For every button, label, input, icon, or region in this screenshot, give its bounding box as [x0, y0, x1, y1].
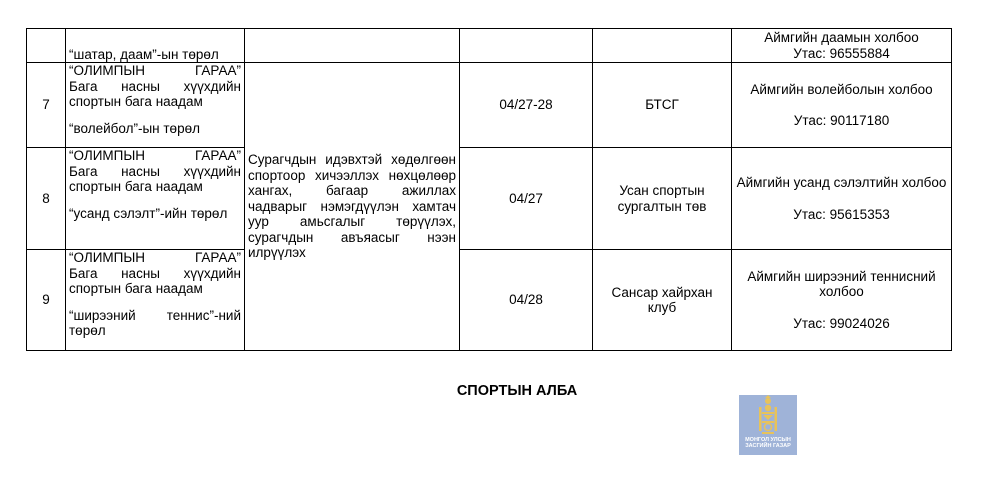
table-row	[27, 148, 952, 250]
soyombo-emblem-icon	[739, 395, 797, 437]
schedule-table	[26, 28, 952, 351]
event-cell	[66, 63, 245, 148]
organizer-phone: Утас: 90117180	[793, 113, 890, 128]
event-cell	[66, 250, 245, 351]
row-number: 7	[27, 63, 66, 148]
event-type: “ширээний теннис”-ний төрөл	[69, 307, 241, 338]
row-number: 8	[27, 148, 66, 250]
row-number: 9	[27, 250, 66, 351]
organizer-name: Аймгийн усанд сэлэлтийн холбоо	[736, 175, 947, 190]
place-cell: Усан спортын сургалтын төв	[593, 148, 732, 250]
event-description: Бага насны хүүхдийн спортын бага наадам	[69, 78, 241, 109]
event-type: “усанд сэлэлт”-ийн төрөл	[69, 205, 228, 221]
place-cell: Сансар хайрхан клуб	[593, 250, 732, 351]
event-title: “ОЛИМПЫН ГАРАА”	[69, 63, 241, 78]
row-number-cell	[27, 29, 66, 63]
date-cell: 04/27	[460, 148, 593, 250]
organizer-cell	[732, 250, 952, 351]
organizer-cell	[732, 63, 952, 148]
department-title: СПОРТЫН АЛБА	[456, 383, 578, 399]
event-title: “ОЛИМПЫН ГАРАА”	[69, 250, 241, 265]
seal-caption: МОНГОЛ УЛСЫН ЗАСГИЙН ГАЗАР	[745, 437, 791, 449]
organizer-phone: Утас: 96555884	[793, 45, 890, 61]
event-cell	[66, 29, 245, 63]
organizer-name: Аймгийн волейболын холбоо	[750, 81, 933, 97]
organizer-phone: Утас: 99024026	[793, 315, 890, 331]
organizer-cell	[732, 148, 952, 250]
organizer-name: Аймгийн даамын холбоо	[764, 30, 919, 45]
government-seal	[739, 395, 797, 455]
organizer-cell	[732, 29, 952, 63]
organizer-phone: Утас: 95615353	[793, 206, 890, 222]
table-row	[27, 250, 952, 351]
table-row-continued	[27, 29, 952, 63]
date-cell	[460, 29, 593, 63]
goal-cell	[245, 63, 460, 351]
event-title: “ОЛИМПЫН ГАРАА”	[69, 148, 241, 163]
goal-cell	[245, 29, 460, 63]
organizer-name: Аймгийн ширээний теннисний холбоо	[747, 268, 936, 300]
event-description: Бага насны хүүхдийн спортын бага наадам	[69, 265, 241, 296]
place-cell: БТСГ	[593, 63, 732, 148]
event-description: Бага насны хүүхдийн спортын бага наадам	[69, 163, 241, 194]
table-row	[27, 63, 952, 148]
goal-text: Сурагчдын идэвхтэй хөдөлгөөн спортоор хичээллэх нөхцөлөөр хангах, багаар ажиллах чадварыг нэмэгдүүлэн хамтач уур амьсгалыг төрүүлэх, сурагчдын авъяасыг нээн илрүүлэх	[248, 152, 456, 261]
event-type: “шатар, даам”-ын төрөл	[69, 46, 219, 62]
place-cell	[593, 29, 732, 63]
date-cell: 04/28	[460, 250, 593, 351]
event-cell	[66, 148, 245, 250]
date-cell: 04/27-28	[460, 63, 593, 148]
event-type: “волейбол”-ын төрөл	[69, 120, 200, 136]
